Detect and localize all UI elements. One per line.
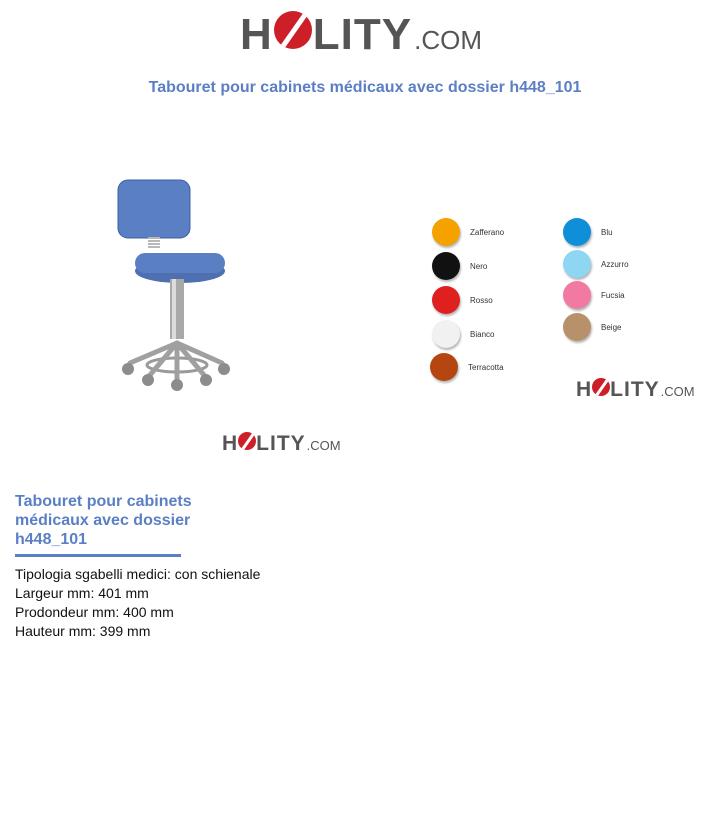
color-swatch [563, 218, 591, 246]
spec-depth: Prodondeur mm: 400 mm [15, 604, 174, 620]
color-option-rosso [432, 286, 493, 314]
color-option-fucsia [563, 281, 625, 309]
holity-logo-small [576, 378, 695, 402]
logo-word: LITY [610, 378, 660, 401]
color-swatch [563, 281, 591, 309]
logo-suffix: .COM [306, 438, 341, 453]
page-title: Tabouret pour cabinets médicaux avec dossier h448_101 [148, 79, 582, 96]
color-swatch [432, 286, 460, 314]
color-swatch [563, 313, 591, 341]
logo-letter-h: H [240, 10, 273, 59]
color-option-azzurro [563, 250, 629, 278]
color-label: Blu [601, 227, 613, 237]
color-option-blu [563, 218, 613, 246]
logo-word: LITY [256, 432, 306, 455]
product-specs [15, 565, 260, 641]
logo-o-icon [238, 432, 256, 450]
color-swatch [432, 320, 460, 348]
logo-letter-h: H [576, 378, 593, 401]
holity-logo-small [222, 432, 341, 456]
color-label: Zafferano [470, 227, 505, 237]
color-swatch [563, 250, 591, 278]
spec-width: Largeur mm: 401 mm [15, 585, 149, 601]
color-option-beige [563, 313, 621, 341]
chair-image [110, 175, 240, 395]
logo-o-icon [592, 378, 610, 396]
color-option-terracotta [430, 353, 504, 381]
color-option-nero [432, 252, 487, 280]
color-swatch [430, 353, 458, 381]
spec-height: Hauteur mm: 399 mm [15, 623, 151, 639]
logo-suffix: .COM [660, 384, 695, 399]
color-label: Nero [470, 261, 488, 271]
color-option-bianco [432, 320, 494, 348]
color-option-zafferano [432, 218, 504, 246]
holity-logo[interactable] [240, 10, 482, 60]
color-label: Beige [601, 322, 622, 332]
spec-type: Tipologia sgabelli medici: con schienale [15, 566, 261, 582]
heading-divider [15, 554, 181, 557]
color-label: Bianco [470, 329, 495, 339]
product-heading: Tabouret pour cabinets médicaux avec dossier h448_101 [15, 493, 192, 548]
logo-letter-h: H [222, 432, 239, 455]
color-label: Rosso [470, 295, 493, 305]
color-label: Fucsia [601, 290, 625, 300]
color-swatch [432, 252, 460, 280]
color-swatch [432, 218, 460, 246]
logo-word: LITY [312, 10, 413, 59]
logo-o-icon [274, 11, 312, 49]
color-label: Azzurro [601, 259, 629, 269]
color-label: Terracotta [468, 362, 504, 372]
logo-suffix: .COM [414, 25, 482, 55]
